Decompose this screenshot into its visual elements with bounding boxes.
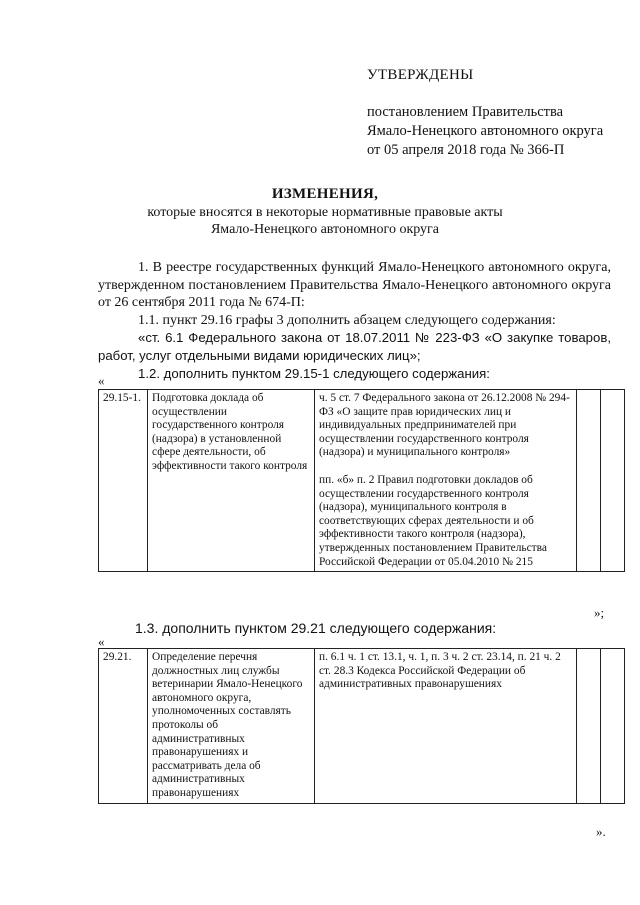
open-quote: «	[98, 634, 105, 649]
paragraph-item-1: 1. В реестре государственных функций Ямало-Ненецкого автономного округа, утвержденном постановлением Правительства Ямало-Ненецкого автономного округа от 26 сентября 2011 года № 674-П:	[98, 260, 611, 311]
registry-table-29-21	[98, 648, 625, 804]
paragraph-item-1-1-quote: «ст. 6.1 Федерального закона от 18.07.2011 № 223-ФЗ «О закупке товаров, работ, услуг отдельными видами юридических лиц»;	[98, 330, 611, 363]
paragraph-item-1-1: 1.1. пункт 29.16 графы 3 дополнить абзацем следующего содержания:	[138, 312, 556, 328]
close-quote: ».	[596, 824, 606, 839]
approval-basis-line: Ямало-Ненецкого автономного округа	[367, 123, 604, 139]
approval-block	[367, 66, 627, 160]
document-heading	[90, 186, 560, 239]
paragraph-item-1-2: 1.2. дополнить пунктом 29.15-1 следующего содержания:	[138, 365, 490, 381]
cell-empty	[601, 649, 625, 804]
approval-basis-line: от 05 апреля 2018 года № 366-П	[367, 142, 565, 158]
close-quote: »;	[594, 605, 605, 620]
cell-empty	[577, 649, 601, 804]
cell-empty	[577, 390, 601, 572]
document-body	[98, 259, 611, 382]
cell-empty	[601, 390, 625, 572]
document-subtitle-line: Ямало-Ненецкого автономного округа	[210, 222, 440, 237]
cell-function-name: Подготовка доклада об осуществлении государственного контроля (надзора) в установленной сфере деятельности, об эффективности такого контроля	[148, 390, 315, 572]
cell-function-name: Определение перечня должностных лиц службы ветеринарии Ямало-Ненецкого автономного округа, уполномоченных составлять протоколы об административных правонарушениях и рассматривать дела об административных правонарушениях	[148, 649, 315, 804]
open-quote: «	[98, 373, 105, 388]
legal-basis-text: ч. 5 ст. 7 Федерального закона от 26.12.2008 № 294-ФЗ «О защите прав юридических лиц и индивидуальных предпринимателей при осуществлении государственного контроля (надзора) и муниципального контроля»	[319, 392, 570, 459]
registry-table-29-15-1	[98, 389, 625, 572]
legal-basis-text: пп. «б» п. 2 Правил подготовки докладов об осуществлении государственного контроля (надзора), муниципального контроля в соответствующих сферах деятельности и об эффективности такого контроля (надзора), утвержденных постановлением Правительства Российской Федерации от 05.04.2010 № 215	[319, 473, 547, 568]
table-row	[99, 390, 625, 572]
paragraph-item-1-3: 1.3. дополнить пунктом 29.21 следующего содержания:	[135, 620, 497, 636]
cell-legal-basis	[315, 390, 577, 572]
approval-basis-line: постановлением Правительства	[367, 104, 564, 120]
cell-number: 29.21.	[99, 649, 148, 804]
approval-title: УТВЕРЖДЕНЫ	[367, 67, 474, 83]
cell-number: 29.15-1.	[99, 390, 148, 572]
document-title: ИЗМЕНЕНИЯ,	[271, 186, 379, 202]
table-row	[99, 649, 625, 804]
document-subtitle-line: которые вносятся в некоторые нормативные правовые акты	[147, 204, 503, 220]
cell-legal-basis: п. 6.1 ч. 1 ст. 13.1, ч. 1, п. 3 ч. 2 ст. 23.14, п. 21 ч. 2 ст. 28.3 Кодекса Российской Федерации об административных правонарушениях	[315, 649, 577, 804]
